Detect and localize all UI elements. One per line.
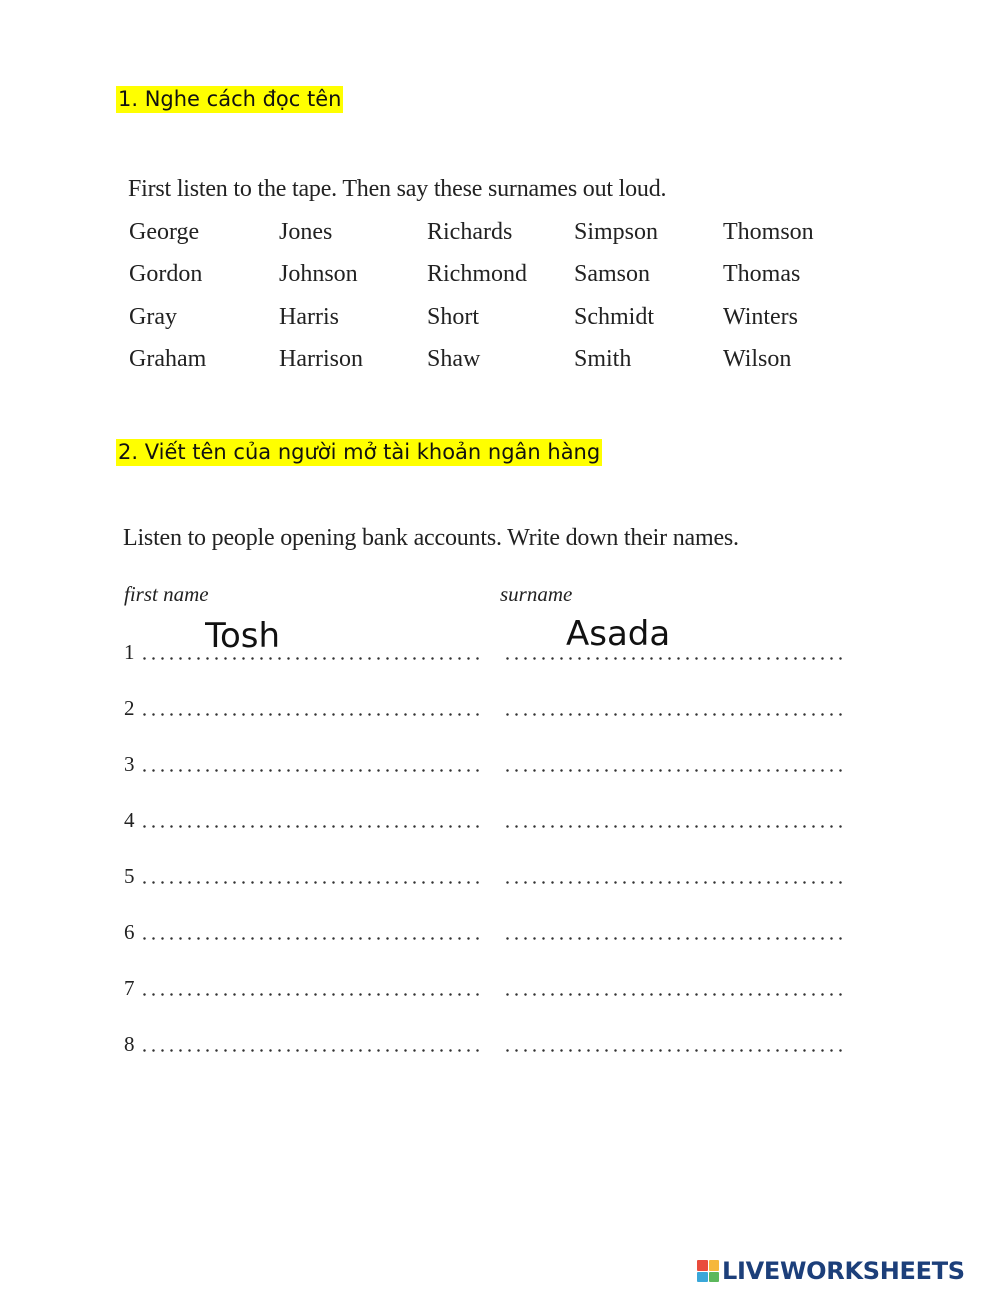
surname-field[interactable]	[566, 672, 836, 708]
first-name-field[interactable]	[205, 786, 475, 822]
surname-dotted-line	[503, 881, 847, 884]
logo-square-4	[709, 1272, 720, 1283]
first-name-dotted-line	[140, 1049, 484, 1052]
surname-item: Smith	[574, 346, 632, 372]
surname-field[interactable]	[566, 784, 836, 820]
section-1-heading: 1. Nghe cách đọc tên	[118, 87, 342, 111]
surname-item: Schmidt	[574, 304, 655, 330]
surname-field[interactable]	[566, 1008, 836, 1044]
surname-item: George	[129, 219, 200, 245]
logo-square-3	[697, 1272, 708, 1283]
first-name-field[interactable]	[205, 1010, 475, 1046]
surname-item: Thomson	[723, 219, 814, 245]
surname-field[interactable]	[566, 952, 836, 988]
row-number: 1	[124, 640, 135, 664]
row-number: 5	[124, 864, 135, 888]
surname-item: Johnson	[279, 261, 358, 287]
surname-dotted-line	[503, 769, 847, 772]
surname-field[interactable]	[566, 840, 836, 876]
surname-dotted-line	[503, 713, 847, 716]
surname-dotted-line	[503, 937, 847, 940]
surname-item: Harrison	[279, 346, 363, 372]
row-number: 3	[124, 752, 135, 776]
first-name-field[interactable]	[205, 898, 475, 934]
surname-item: Gray	[129, 304, 177, 330]
surname-column-label: surname	[500, 582, 573, 606]
row-number: 2	[124, 696, 135, 720]
first-name-field[interactable]	[205, 618, 475, 654]
surname-item: Richmond	[427, 261, 527, 287]
row-number: 6	[124, 920, 135, 944]
surname-item: Samson	[574, 261, 651, 287]
section-1-instruction: First listen to the tape. Then say these surnames out loud.	[128, 176, 667, 202]
first-name-field[interactable]	[205, 842, 475, 878]
first-name-dotted-line	[140, 713, 484, 716]
first-name-dotted-line	[140, 993, 484, 996]
section-2-instruction: Listen to people opening bank accounts. Write down their names.	[123, 525, 739, 551]
liveworksheets-logo-icon	[697, 1260, 719, 1282]
first-name-dotted-line	[140, 825, 484, 828]
liveworksheets-logo	[697, 1256, 965, 1286]
logo-square-2	[709, 1260, 720, 1271]
surname-field[interactable]	[566, 728, 836, 764]
surname-item: Winters	[723, 304, 799, 330]
surname-item: Harris	[279, 304, 339, 330]
surname-item: Simpson	[574, 219, 659, 245]
first-name-field[interactable]	[205, 730, 475, 766]
surname-dotted-line	[503, 1049, 847, 1052]
first-name-column-label: first name	[124, 582, 209, 606]
brand-name: LIVEWORKSHEETS	[722, 1257, 965, 1285]
row-number: 7	[124, 976, 135, 1000]
surname-field[interactable]	[566, 616, 836, 652]
first-name-field[interactable]	[205, 954, 475, 990]
surname-item: Shaw	[427, 346, 481, 372]
first-name-dotted-line	[140, 657, 484, 660]
row-number: 8	[124, 1032, 135, 1056]
first-name-dotted-line	[140, 937, 484, 940]
surname-item: Graham	[129, 346, 207, 372]
surname-dotted-line	[503, 657, 847, 660]
surname-item: Wilson	[723, 346, 792, 372]
surname-dotted-line	[503, 993, 847, 996]
surname-item: Short	[427, 304, 480, 330]
row-number: 4	[124, 808, 135, 832]
surname-item: Thomas	[723, 261, 801, 287]
first-name-dotted-line	[140, 769, 484, 772]
first-name-field[interactable]	[205, 674, 475, 710]
first-name-dotted-line	[140, 881, 484, 884]
surname-item: Gordon	[129, 261, 203, 287]
logo-square-1	[697, 1260, 708, 1271]
surname-item: Jones	[279, 219, 333, 245]
surname-dotted-line	[503, 825, 847, 828]
surname-field[interactable]	[566, 896, 836, 932]
surname-item: Richards	[427, 219, 513, 245]
section-2-heading: 2. Viết tên của người mở tài khoản ngân hàng	[118, 440, 601, 464]
